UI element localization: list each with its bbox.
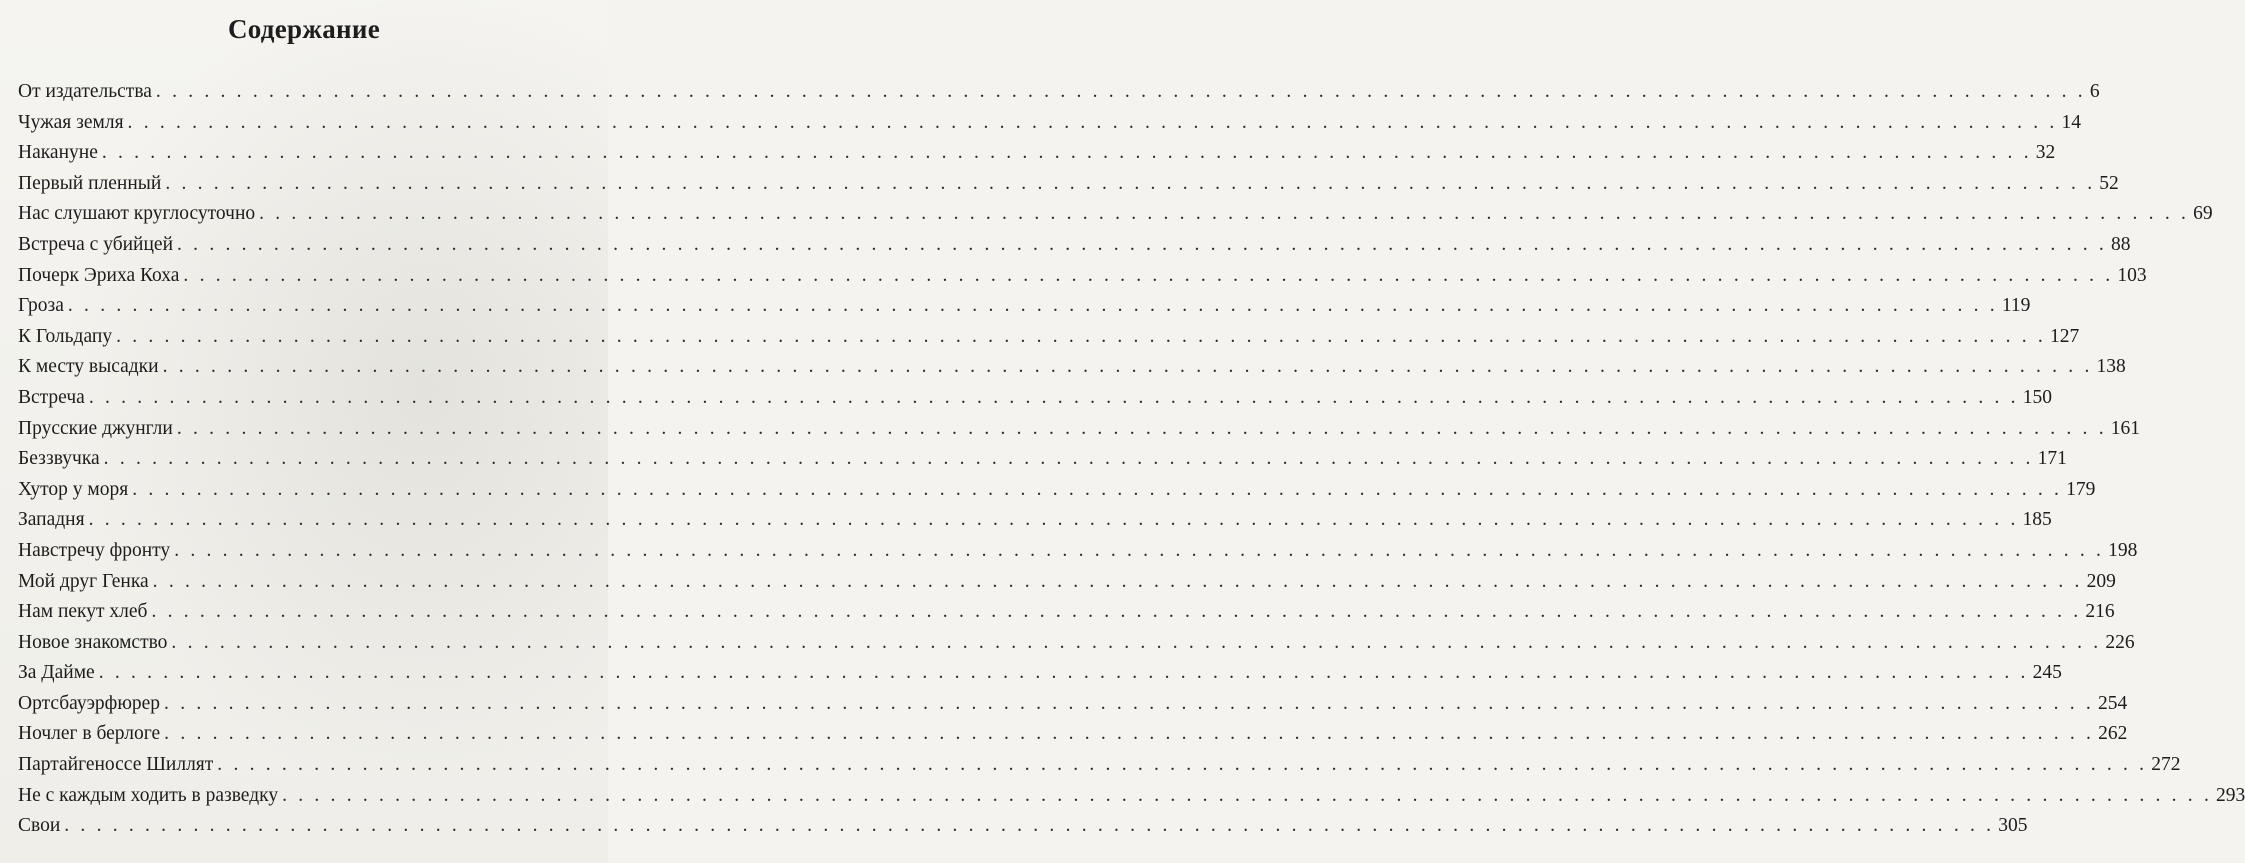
toc-entry-title: Гроза: [18, 295, 64, 317]
toc-entry-page-number: 226: [2105, 631, 2135, 653]
toc-entry-title: Нас слушают круглосуточно: [18, 203, 256, 225]
toc-entry: [18, 781, 2245, 812]
dot-leader: . . . . . . . . . . . . . . . . . . . . . . . . . . . . . . . . . . . . . . . . . . . . . . . . . . . . . . . . . . . . . . . . . . . . . . . . . . . . . . . . . . . . . . . . . . . . . . . . . . . . . . . . . . . . . . . . . . . . . . . .: [101, 142, 2032, 164]
toc-entry: [18, 719, 2128, 750]
toc-entry-title: Беззвучка: [18, 448, 100, 470]
toc-entry: [18, 414, 2141, 445]
dot-leader: . . . . . . . . . . . . . . . . . . . . . . . . . . . . . . . . . . . . . . . . . . . . . . . . . . . . . . . . . . . . . . . . . . . . . . . . . . . . . . . . . . . . . . . . . . . . . . . . . . . . . . . . . . . . . . . . . . . . . . . .: [183, 264, 2114, 286]
toc-entry-page-number: 185: [2022, 509, 2052, 531]
toc-entry: [18, 658, 2062, 689]
toc-entry-title: Первый пленный: [18, 172, 162, 194]
dot-leader: . . . . . . . . . . . . . . . . . . . . . . . . . . . . . . . . . . . . . . . . . . . . . . . . . . . . . . . . . . . . . . . . . . . . . . . . . . . . . . . . . . . . . . . . . . . . . . . . . . . . . . . . . . . . . . . . . . . . . . . .: [116, 325, 2047, 347]
dot-leader: . . . . . . . . . . . . . . . . . . . . . . . . . . . . . . . . . . . . . . . . . . . . . . . . . . . . . . . . . . . . . . . . . . . . . . . . . . . . . . . . . . . . . . . . . . . . . . . . . . . . . . . . . . . . . . . . . . . . . . . .: [162, 356, 2093, 378]
toc-entry-title: За Дайме: [18, 662, 95, 684]
toc-entry-page-number: 127: [2050, 325, 2080, 347]
toc-entry-title: Партайгеноссе Шиллят: [18, 754, 214, 776]
dot-leader: . . . . . . . . . . . . . . . . . . . . . . . . . . . . . . . . . . . . . . . . . . . . . . . . . . . . . . . . . . . . . . . . . . . . . . . . . . . . . . . . . . . . . . . . . . . . . . . . . . . . . . . . . . . . . . . . . . . . . . . .: [88, 386, 2019, 408]
dot-leader: . . . . . . . . . . . . . . . . . . . . . . . . . . . . . . . . . . . . . . . . . . . . . . . . . . . . . . . . . . . . . . . . . . . . . . . . . . . . . . . . . . . . . . . . . . . . . . . . . . . . . . . . . . . . . . . . . . . . . . . .: [217, 754, 2148, 776]
toc-entry: [18, 567, 2116, 598]
toc-entry-title: Не с каждым ходить в разведку: [18, 784, 279, 806]
dot-leader: . . . . . . . . . . . . . . . . . . . . . . . . . . . . . . . . . . . . . . . . . . . . . . . . . . . . . . . . . . . . . . . . . . . . . . . . . . . . . . . . . . . . . . . . . . . . . . . . . . . . . . . . . . . . . . . . . . . . . . . .: [165, 172, 2096, 194]
toc-entry-title: Навстречу фронту: [18, 539, 171, 561]
toc-entry-page-number: 272: [2151, 754, 2181, 776]
toc-entry: [18, 689, 2128, 720]
toc-entry-title: Почерк Эриха Коха: [18, 264, 180, 286]
toc-entry: [18, 261, 2147, 292]
toc-entry: [18, 597, 2115, 628]
toc-entry: [18, 199, 2213, 230]
dot-leader: . . . . . . . . . . . . . . . . . . . . . . . . . . . . . . . . . . . . . . . . . . . . . . . . . . . . . . . . . . . . . . . . . . . . . . . . . . . . . . . . . . . . . . . . . . . . . . . . . . . . . . . . . . . . . . . . . . . . . . . .: [64, 815, 1995, 837]
toc-entry-page-number: 119: [2001, 295, 2031, 317]
toc-entry-page-number: 245: [2032, 662, 2062, 684]
toc-entry-title: К месту высадки: [18, 356, 159, 378]
toc-entry: [18, 322, 2080, 353]
toc-entry-title: Прусские джунгли: [18, 417, 173, 439]
toc-entry: [18, 383, 2052, 414]
toc-entry: [18, 108, 2081, 139]
toc-entry-page-number: 305: [1998, 815, 2028, 837]
dot-leader: . . . . . . . . . . . . . . . . . . . . . . . . . . . . . . . . . . . . . . . . . . . . . . . . . . . . . . . . . . . . . . . . . . . . . . . . . . . . . . . . . . . . . . . . . . . . . . . . . . . . . . . . . . . . . . . . . . . . . . . .: [171, 631, 2102, 653]
toc-entry: [18, 475, 2096, 506]
toc-entry-title: Хутор у моря: [18, 478, 129, 500]
toc-entry-page-number: 254: [2097, 692, 2128, 714]
toc-entry-title: К Гольдапу: [18, 325, 113, 347]
toc-entry-page-number: 150: [2022, 386, 2052, 408]
dot-leader: . . . . . . . . . . . . . . . . . . . . . . . . . . . . . . . . . . . . . . . . . . . . . . . . . . . . . . . . . . . . . . . . . . . . . . . . . . . . . . . . . . . . . . . . . . . . . . . . . . . . . . . . . . . . . . . . . . . . . . . .: [151, 601, 2082, 623]
toc-entry-page-number: 69: [2193, 203, 2213, 225]
toc-entry-page-number: 216: [2085, 601, 2115, 623]
dot-leader: . . . . . . . . . . . . . . . . . . . . . . . . . . . . . . . . . . . . . . . . . . . . . . . . . . . . . . . . . . . . . . . . . . . . . . . . . . . . . . . . . . . . . . . . . . . . . . . . . . . . . . . . . . . . . . . . . . . . . . . .: [127, 111, 2058, 133]
toc-entry-title: Накануне: [18, 142, 98, 164]
dot-leader: . . . . . . . . . . . . . . . . . . . . . . . . . . . . . . . . . . . . . . . . . . . . . . . . . . . . . . . . . . . . . . . . . . . . . . . . . . . . . . . . . . . . . . . . . . . . . . . . . . . . . . . . . . . . . . . . . . . . . . . .: [164, 692, 2094, 714]
toc-entry-title: Западня: [18, 509, 85, 531]
dot-leader: . . . . . . . . . . . . . . . . . . . . . . . . . . . . . . . . . . . . . . . . . . . . . . . . . . . . . . . . . . . . . . . . . . . . . . . . . . . . . . . . . . . . . . . . . . . . . . . . . . . . . . . . . . . . . . . . . . . . . . . .: [88, 509, 2019, 531]
dot-leader: . . . . . . . . . . . . . . . . . . . . . . . . . . . . . . . . . . . . . . . . . . . . . . . . . . . . . . . . . . . . . . . . . . . . . . . . . . . . . . . . . . . . . . . . . . . . . . . . . . . . . . . . . . . . . . . . . . . . . . . .: [259, 203, 2190, 225]
toc-entry: [18, 291, 2031, 322]
dot-leader: . . . . . . . . . . . . . . . . . . . . . . . . . . . . . . . . . . . . . . . . . . . . . . . . . . . . . . . . . . . . . . . . . . . . . . . . . . . . . . . . . . . . . . . . . . . . . . . . . . . . . . . . . . . . . . . . . . . . . . . .: [176, 417, 2107, 439]
toc-entry: [18, 750, 2181, 781]
toc-entry: [18, 536, 2138, 567]
toc-entry-page-number: 171: [2037, 448, 2067, 470]
dot-leader: . . . . . . . . . . . . . . . . . . . . . . . . . . . . . . . . . . . . . . . . . . . . . . . . . . . . . . . . . . . . . . . . . . . . . . . . . . . . . . . . . . . . . . . . . . . . . . . . . . . . . . . . . . . . . . . . . . . . . . . .: [98, 662, 2029, 684]
toc-entry: [18, 138, 2056, 169]
dot-leader: . . . . . . . . . . . . . . . . . . . . . . . . . . . . . . . . . . . . . . . . . . . . . . . . . . . . . . . . . . . . . . . . . . . . . . . . . . . . . . . . . . . . . . . . . . . . . . . . . . . . . . . . . . . . . . . . . . . . . . . .: [174, 539, 2105, 561]
toc-entry: [18, 505, 2052, 536]
toc-entry-page-number: 209: [2086, 570, 2116, 592]
dot-leader: . . . . . . . . . . . . . . . . . . . . . . . . . . . . . . . . . . . . . . . . . . . . . . . . . . . . . . . . . . . . . . . . . . . . . . . . . . . . . . . . . . . . . . . . . . . . . . . . . . . . . . . . . . . . . . . . . . . . . . . .: [282, 784, 2213, 806]
toc-entry-page-number: 179: [2066, 478, 2096, 500]
dot-leader: . . . . . . . . . . . . . . . . . . . . . . . . . . . . . . . . . . . . . . . . . . . . . . . . . . . . . . . . . . . . . . . . . . . . . . . . . . . . . . . . . . . . . . . . . . . . . . . . . . . . . . . . . . . . . . . . . . . . . . . .: [132, 478, 2063, 500]
toc-entry: [18, 169, 2119, 200]
toc-entry-title: Мой друг Генка: [18, 570, 149, 592]
toc-entry-page-number: 293: [2216, 784, 2245, 806]
toc-entry-title: Ночлег в берлоге: [18, 723, 161, 745]
toc-entry-page-number: 138: [2096, 356, 2126, 378]
dot-leader: . . . . . . . . . . . . . . . . . . . . . . . . . . . . . . . . . . . . . . . . . . . . . . . . . . . . . . . . . . . . . . . . . . . . . . . . . . . . . . . . . . . . . . . . . . . . . . . . . . . . . . . . . . . . . . . . . . . . . . . .: [164, 723, 2095, 745]
toc-entry: [18, 444, 2067, 475]
toc-entry-title: Свои: [18, 815, 61, 837]
toc-entry: [18, 77, 2100, 108]
toc-entry-title: Чужая земля: [18, 111, 124, 133]
toc-entry-page-number: 161: [2110, 417, 2141, 439]
toc-entry: [18, 811, 2028, 842]
toc-entry-page-number: 88: [2110, 233, 2131, 255]
toc-entry-page-number: 14: [2061, 111, 2081, 133]
toc-entry-page-number: 6: [2089, 81, 2100, 102]
toc-entry-page-number: 198: [2108, 539, 2138, 561]
toc-entry-page-number: 262: [2098, 723, 2128, 745]
toc-entry-title: Встреча: [18, 386, 85, 408]
toc-entry-page-number: 52: [2099, 172, 2119, 194]
toc-entry-title: Нам пекут хлеб: [18, 601, 148, 623]
toc-entry-title: Новое знакомство: [18, 631, 168, 653]
table-of-contents: [18, 77, 2245, 842]
dot-leader: . . . . . . . . . . . . . . . . . . . . . . . . . . . . . . . . . . . . . . . . . . . . . . . . . . . . . . . . . . . . . . . . . . . . . . . . . . . . . . . . . . . . . . . . . . . . . . . . . . . . . . . . . . . . . . . . . . . . . . . .: [152, 570, 2083, 592]
toc-entry-page-number: 103: [2117, 264, 2147, 286]
dot-leader: . . . . . . . . . . . . . . . . . . . . . . . . . . . . . . . . . . . . . . . . . . . . . . . . . . . . . . . . . . . . . . . . . . . . . . . . . . . . . . . . . . . . . . . . . . . . . . . . . . . . . . . . . . . . . . . . . . . . . . . .: [177, 233, 2107, 255]
toc-entry: [18, 628, 2135, 659]
toc-entry-page-number: 32: [2035, 142, 2056, 164]
toc-entry-title: Встреча с убийцей: [18, 233, 174, 255]
dot-leader: . . . . . . . . . . . . . . . . . . . . . . . . . . . . . . . . . . . . . . . . . . . . . . . . . . . . . . . . . . . . . . . . . . . . . . . . . . . . . . . . . . . . . . . . . . . . . . . . . . . . . . . . . . . . . . . . . . . . . . . .: [67, 295, 1998, 317]
page-title: Содержание: [227, 14, 381, 44]
toc-entry: [18, 230, 2131, 261]
toc-entry: [18, 352, 2126, 383]
dot-leader: . . . . . . . . . . . . . . . . . . . . . . . . . . . . . . . . . . . . . . . . . . . . . . . . . . . . . . . . . . . . . . . . . . . . . . . . . . . . . . . . . . . . . . . . . . . . . . . . . . . . . . . . . . . . . . . . . . . . . . . .: [103, 448, 2034, 470]
dot-leader: . . . . . . . . . . . . . . . . . . . . . . . . . . . . . . . . . . . . . . . . . . . . . . . . . . . . . . . . . . . . . . . . . . . . . . . . . . . . . . . . . . . . . . . . . . . . . . . . . . . . . . . . . . . . . . . . . . . . . . . .: [155, 81, 2086, 102]
toc-entry-title: От издательства: [18, 81, 152, 102]
toc-entry-title: Ортсбауэрфюрер: [18, 692, 161, 714]
